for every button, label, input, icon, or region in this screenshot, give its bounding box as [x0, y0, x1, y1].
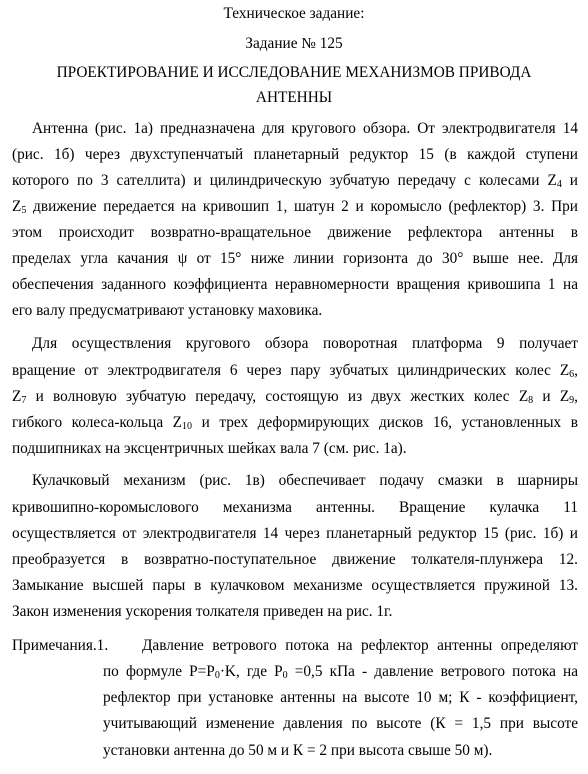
- notes-label: Примечания.1.: [12, 637, 109, 654]
- para1-line: его валу предусматривают установку маховика.: [12, 302, 323, 319]
- para1-line: обеспечения заданного коэффициента неравномерности вращения кривошипа 1 на: [12, 276, 578, 293]
- para3-line: кривошипно-коромыслового механизма антенны. Вращение кулачка 11: [12, 499, 578, 516]
- para3-line: преобразуется в возвратно-поступательное движение толкателя-плунжера 12.: [12, 551, 578, 568]
- note-line: рефлектор при установке антенны на высоте 10 м; К - коэффициент,: [103, 689, 578, 706]
- para1-line: $Z_5$ движение передается на кривошип 1, шатун 2 и коромысло (рефлектор) 3. При: [12, 198, 578, 216]
- para1-line: (рис. 1б) через двухступенчатый планетарный редуктор 15 (в каждой ступени: [12, 146, 578, 163]
- para3-line: Замыкание высшей пары в кулачковом механизме осуществляется пружиной 13.: [12, 577, 578, 594]
- doc-label: Техническое задание:: [223, 5, 365, 22]
- para1-line: Антенна (рис. 1а) предназначена для кругового обзора. От электродвигателя 14: [32, 120, 578, 137]
- para1-line: этом происходит возвратно-вращательное движение рефлектора антенны в: [12, 224, 578, 241]
- para2-line: гибкого колеса-кольца $Z_{10}$ и трех деформирующих дисков 16, установленных в: [12, 414, 578, 432]
- para2-line: подшипниках на эксцентричных шейках вала 7 (см. рис. 1а).: [12, 440, 407, 457]
- doc-title-line1: ПРОЕКТИРОВАНИЕ И ИССЛЕДОВАНИЕ МЕХАНИЗМОВ ПРИВОДА: [56, 64, 532, 81]
- para2-line: $Z_7$ и волновую зубчатую передачу, состоящую из двух жестких колес $Z_8$ и $Z_9$,: [12, 388, 578, 406]
- para2-line: Для осуществления кругового обзора поворотная платформа 9 получает: [32, 335, 578, 352]
- para2-line: вращение от электродвигателя 6 через пару зубчатых цилиндрических колес $Z_6$,: [12, 362, 578, 380]
- para3-line: Кулачковый механизм (рис. 1в) обеспечивает подачу смазки в шарниры: [32, 472, 578, 489]
- note-line: Давление ветрового потока на рефлектор антенны определяют: [142, 637, 578, 654]
- task-number: Задание № 125: [245, 35, 343, 52]
- para1-line: которого по 3 сателлита) и цилиндрическую зубчатую передачу с колесами $Z_4$ и: [12, 172, 578, 190]
- note-line: по формуле $P=P_0\cdot K$, где $P_0 =0,5$ кПа - давление ветрового потока на: [103, 663, 578, 681]
- doc-title-line2: АНТЕННЫ: [255, 89, 333, 106]
- para3-line: осуществляется от электродвигателя 14 через планетарный редуктор 15 (рис. 1б) и: [12, 525, 578, 542]
- para3-line: Закон изменения ускорения толкателя приведен на рис. 1г.: [12, 603, 393, 620]
- para1-line: пределах угла качания ψ от 15° ниже линии горизонта до 30° выше нее. Для: [12, 250, 578, 267]
- note-line: учитывающий изменение давления по высоте (К = 1,5 при высоте: [103, 715, 578, 732]
- note-line: установки антенна до 50 м и К = 2 при высота свыше 50 м).: [103, 742, 493, 759]
